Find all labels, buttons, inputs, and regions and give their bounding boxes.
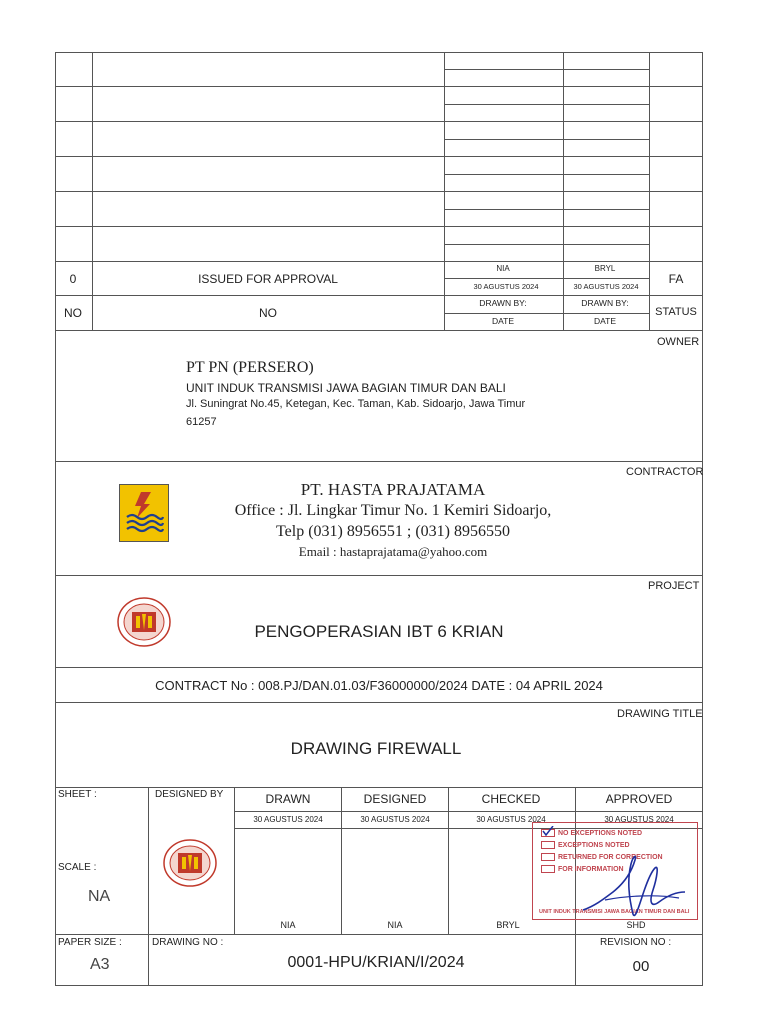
rev-header-no: NO bbox=[64, 306, 82, 320]
rev-half-line bbox=[444, 209, 649, 210]
contractor-logo bbox=[119, 484, 169, 542]
tb-divider-designed-by bbox=[234, 787, 235, 934]
stamp-line2: EXCEPTIONS NOTED bbox=[558, 841, 630, 849]
rev-row-line bbox=[55, 156, 703, 157]
tb-divider-designed bbox=[448, 787, 449, 934]
section-line bbox=[55, 575, 703, 576]
contractor-telp: Telp (031) 8956551 ; (031) 8956550 bbox=[276, 523, 510, 540]
scale-label: SCALE : bbox=[58, 862, 97, 873]
section-line bbox=[55, 787, 703, 788]
rev-row-line bbox=[55, 191, 703, 192]
rev-row-line bbox=[55, 295, 703, 296]
rev-half-line bbox=[444, 313, 649, 314]
rev-half-line bbox=[444, 244, 649, 245]
owner-address-line1: Jl. Suningrat No.45, Ketegan, Kec. Taman, Kab. Sidoarjo, Jawa Timur bbox=[186, 398, 526, 410]
rev-checked-date: 30 AGUSTUS 2024 bbox=[573, 282, 639, 291]
tb-col-drawn-header: DRAWN bbox=[265, 792, 311, 806]
owner-address-line2: 61257 bbox=[186, 416, 217, 428]
tb-col-drawn-date: 30 AGUSTUS 2024 bbox=[253, 815, 323, 824]
tb-col-checked-date: 30 AGUSTUS 2024 bbox=[476, 815, 546, 824]
checkbox-icon bbox=[541, 865, 555, 873]
tb-col-drawn-name: NIA bbox=[280, 920, 296, 930]
tb-col-approved-date: 30 AGUSTUS 2024 bbox=[604, 815, 674, 824]
stamp-line3: RETURNED FOR CORRECTION bbox=[558, 853, 663, 861]
scale-value: NA bbox=[88, 888, 111, 905]
tb-col-checked-header: CHECKED bbox=[481, 792, 541, 806]
designed-by-label: DESIGNED BY bbox=[155, 789, 224, 800]
checkbox-icon bbox=[541, 853, 555, 861]
signature bbox=[575, 848, 695, 928]
project-label: PROJECT bbox=[648, 580, 700, 592]
tb-header-line bbox=[234, 811, 703, 812]
rev-header-description: NO bbox=[259, 306, 277, 320]
rev-no: 0 bbox=[69, 272, 77, 286]
drawing-title-label: DRAWING TITLE bbox=[617, 708, 703, 720]
rev-row-line bbox=[55, 121, 703, 122]
rev-row-line bbox=[55, 261, 703, 262]
rev-half-line bbox=[444, 104, 649, 105]
paper-size-value: A3 bbox=[90, 956, 110, 973]
stamp-line4: FOR INFORMATION bbox=[558, 865, 624, 873]
company-emblem-icon bbox=[116, 596, 172, 648]
revision-no-value: 00 bbox=[632, 958, 650, 975]
tb-bottom-row-line bbox=[55, 934, 703, 935]
tb-col-designed-date: 30 AGUSTUS 2024 bbox=[360, 815, 430, 824]
rev-header-drawn-by-2: DRAWN BY: bbox=[581, 298, 629, 308]
tb-col-approved-header: APPROVED bbox=[605, 792, 673, 806]
stamp-line1: NO EXCEPTIONS NOTED bbox=[558, 829, 643, 837]
contract-text: CONTRACT No : 008.PJ/DAN.01.03/F36000000/2024 DATE : 04 APRIL 2024 bbox=[155, 678, 603, 693]
rev-header-date-2: DATE bbox=[593, 316, 617, 326]
rev-half-line bbox=[444, 139, 649, 140]
sheet-label: SHEET : bbox=[58, 789, 97, 800]
checkbox-icon bbox=[541, 841, 555, 849]
rev-checked-name: BRYL bbox=[594, 264, 616, 273]
rev-half-line bbox=[444, 69, 649, 70]
drawing-no-label: DRAWING NO : bbox=[152, 937, 224, 948]
rev-row-line bbox=[55, 226, 703, 227]
rev-status: FA bbox=[668, 272, 684, 286]
rev-row-line bbox=[55, 330, 703, 331]
tb-col-approved-name: SHD bbox=[626, 920, 646, 930]
section-line bbox=[55, 667, 703, 668]
owner-label: OWNER bbox=[657, 336, 700, 348]
rev-description: ISSUED FOR APPROVAL bbox=[198, 272, 338, 286]
section-line bbox=[55, 461, 703, 462]
checkbox-checked-icon bbox=[541, 829, 555, 837]
contractor-label: CONTRACTOR bbox=[626, 466, 704, 478]
tb-col-designed-header: DESIGNED bbox=[363, 792, 427, 806]
contractor-office: Office : Jl. Lingkar Timur No. 1 Kemiri Sidoarjo, bbox=[234, 502, 552, 519]
section-line bbox=[55, 702, 703, 703]
rev-header-date: DATE bbox=[491, 316, 515, 326]
drawing-no-value: 0001-HPU/KRIAN/I/2024 bbox=[287, 954, 465, 971]
owner-company: PT PN (PERSERO) bbox=[186, 359, 314, 376]
owner-unit: UNIT INDUK TRANSMISI JAWA BAGIAN TIMUR DAN BALI bbox=[186, 381, 506, 395]
project-name: PENGOPERASIAN IBT 6 KRIAN bbox=[254, 622, 504, 641]
rev-header-drawn-by: DRAWN BY: bbox=[479, 298, 527, 308]
rev-drawn-date: 30 AGUSTUS 2024 bbox=[473, 282, 539, 291]
rev-half-line bbox=[444, 174, 649, 175]
tb-divider-drawn bbox=[341, 787, 342, 934]
contractor-company: PT. HASTA PRAJATAMA bbox=[300, 480, 486, 499]
paper-size-label: PAPER SIZE : bbox=[58, 937, 122, 948]
revision-no-label: REVISION NO : bbox=[600, 937, 672, 948]
rev-drawn-name: NIA bbox=[496, 264, 510, 273]
contractor-email: Email : hastaprajatama@yahoo.com bbox=[298, 544, 488, 559]
rev-half-line bbox=[444, 278, 649, 279]
tb-col-designed-name: NIA bbox=[387, 920, 403, 930]
rev-row-line bbox=[55, 86, 703, 87]
tb-divider-sheet bbox=[148, 787, 149, 986]
designer-emblem-icon bbox=[162, 838, 218, 888]
rev-header-status: STATUS bbox=[655, 306, 697, 318]
drawing-title: DRAWING FIREWALL bbox=[290, 739, 462, 758]
tb-col-checked-name: BRYL bbox=[496, 920, 520, 930]
stamp-footer: UNIT INDUK TRANSMISI JAWA BAGIAN TIMUR DAN BALI bbox=[539, 909, 690, 915]
